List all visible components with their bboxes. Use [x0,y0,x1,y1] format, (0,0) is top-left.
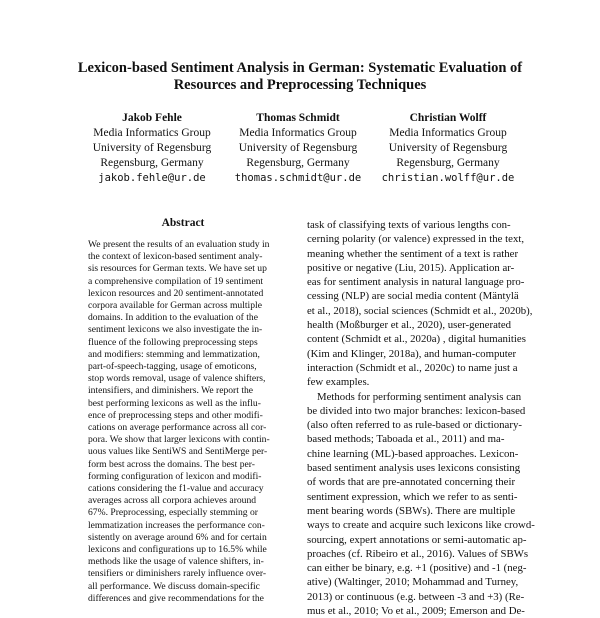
author-location: Regensburg, Germany [396,157,500,169]
author-block [213,111,383,186]
author-block [67,111,237,186]
text-line: the context of lexicon-based sentiment analy- [88,251,263,263]
text-line: health (Moßburger et al., 2020), user-generated [307,319,512,332]
text-line: sourcing, expert annotations or semi-automatic ap- [307,533,527,546]
text-line: ative) (Waltinger, 2010; Mohammad and Turney, [307,576,519,589]
text-line: 2013) or continuous (e.g. between -3 and +3) (Re- [307,590,525,603]
text-line: differences and give recommendations for the [88,592,264,604]
text-line: sentiment expression, which we refer to as senti- [307,490,518,503]
text-line: cessing (NLP) are social media content (Mäntylä [307,290,519,303]
text-line: methods like the usage of valence shifters, in- [88,556,264,568]
text-line: fluence of the following preprocessing steps [88,336,258,348]
text-line: and modifiers: stemming and lemmatization, [88,348,260,360]
author-department: Media Informatics Group [93,127,211,139]
text-line: proaches (cf. Ribeiro et al., 2016). Values of SBWs [307,547,529,560]
text-line: sentiment lexicons we also investigate the in- [88,324,263,336]
abstract-text [88,239,270,605]
text-line: all performance. We discuss domain-specific [88,580,260,592]
author-email: thomas.schmidt@ur.de [234,172,362,184]
text-line: based sentiment analysis uses lexicons consisting [307,462,521,475]
text-line: cerning polarity (or valence) expressed in the text, [307,233,525,246]
text-line: lexicons and configurations up to 16.5% while [88,544,267,556]
text-line: (also often referred to as rule-based or dictionary- [307,419,522,432]
text-line: interaction (Schmidt et al., 2020c) to name just a [307,361,518,374]
text-line: uous values like SentiWS and SentiMerge per- [88,446,268,458]
text-line: mus et al., 2010; Vo et al., 2009; Emerson and De- [307,605,525,618]
author-name: Christian Wolff [409,112,487,124]
title-line-1: Lexicon-based Sentiment Analysis in German: Systematic Evaluation of [77,60,523,76]
text-line: tensifiers or diminishers rarely influence over- [88,568,267,580]
author-location: Regensburg, Germany [100,157,204,169]
text-line: Methods for performing sentiment analysis can [317,390,522,403]
text-line: corpora available for German across multiple [88,300,262,312]
text-line: sistently on average around 6% and for certain [88,531,267,543]
text-line: 67%. Preprocessing, especially stemming or [88,507,258,519]
text-line: content (Schmidt et al., 2020a) , digital humanities [307,333,526,346]
paper-title [60,60,540,94]
text-line: be divided into two major branches: lexicon-based [307,404,526,417]
text-line: eas for sentiment analysis in natural language pro- [307,276,525,289]
author-university: University of Regensburg [238,142,358,154]
author-name: Jakob Fehle [122,112,182,124]
text-line: cations on average performance across all cor- [88,422,267,434]
author-email: jakob.fehle@ur.de [98,172,206,184]
text-line: task of classifying texts of various lengths con- [307,219,511,231]
text-line: sis resources for German texts. We have set up [88,263,267,275]
text-line: ways to create and acquire such lexicons like crowd- [307,519,535,532]
abstract-heading: Abstract [161,217,205,229]
author-email: christian.wolff@ur.de [381,172,515,184]
text-line: chine learning (ML)-based approaches. Lexicon- [307,447,519,460]
text-line: et al., 2018), social sciences (Schmidt et al., 2020b), [307,304,533,317]
text-line: (Kim and Klinger, 2018a), and human-computer [307,347,517,360]
text-line: domains. In addition to the evaluation of the [88,312,258,324]
body-text [307,218,535,618]
text-line: part-of-speech-tagging, usage of emoticons, [88,361,257,373]
text-line: based methods; Taboada et al., 2011) and ma- [307,433,505,446]
author-name: Thomas Schmidt [256,112,340,124]
text-line: best performing lexicons as well as the influ- [88,397,261,409]
text-line: ence of preprocessing steps and other modifi- [88,409,263,421]
author-university: University of Regensburg [92,142,212,154]
text-line: intensifiers, and diminishers. We report the [88,385,254,397]
text-line: can either be binary, e.g. +1 (positive) and -1 (neg- [307,562,527,575]
text-line: positive or negative (Liu, 2015). Application ar- [307,261,515,274]
author-university: University of Regensburg [388,142,508,154]
text-line: lexicon resources and 20 sentiment-annotated [88,287,264,299]
text-line: a comprehensive compilation of 19 sentiment [88,275,264,287]
author-department: Media Informatics Group [389,127,507,139]
text-line: lemmatization increases the performance con- [88,519,265,531]
text-line: pora. We show that larger lexicons with contin- [88,434,270,446]
author-block [363,111,533,186]
text-line: averages across all corpora achieves around [88,495,257,507]
author-department: Media Informatics Group [239,127,357,139]
text-line: of words that are pre-annotated concerning their [307,476,516,489]
title-line-2: Resources and Preprocessing Techniques [173,77,427,93]
text-line: few examples. [307,376,370,389]
text-line: stop words removal, usage of valence shifters, [88,373,266,385]
text-line: meaning whether the sentiment of a text is rather [307,247,519,260]
text-line: We present the results of an evaluation study in [88,239,270,250]
text-line: form best across the domains. The best per- [88,458,255,470]
author-location: Regensburg, Germany [246,157,350,169]
text-line: cations considering the f1-value and accuracy [88,483,264,495]
text-line: ment bearing words (SBWs). There are multiple [307,504,516,517]
text-line: forming configuration of lexicon and modifi- [88,470,262,482]
